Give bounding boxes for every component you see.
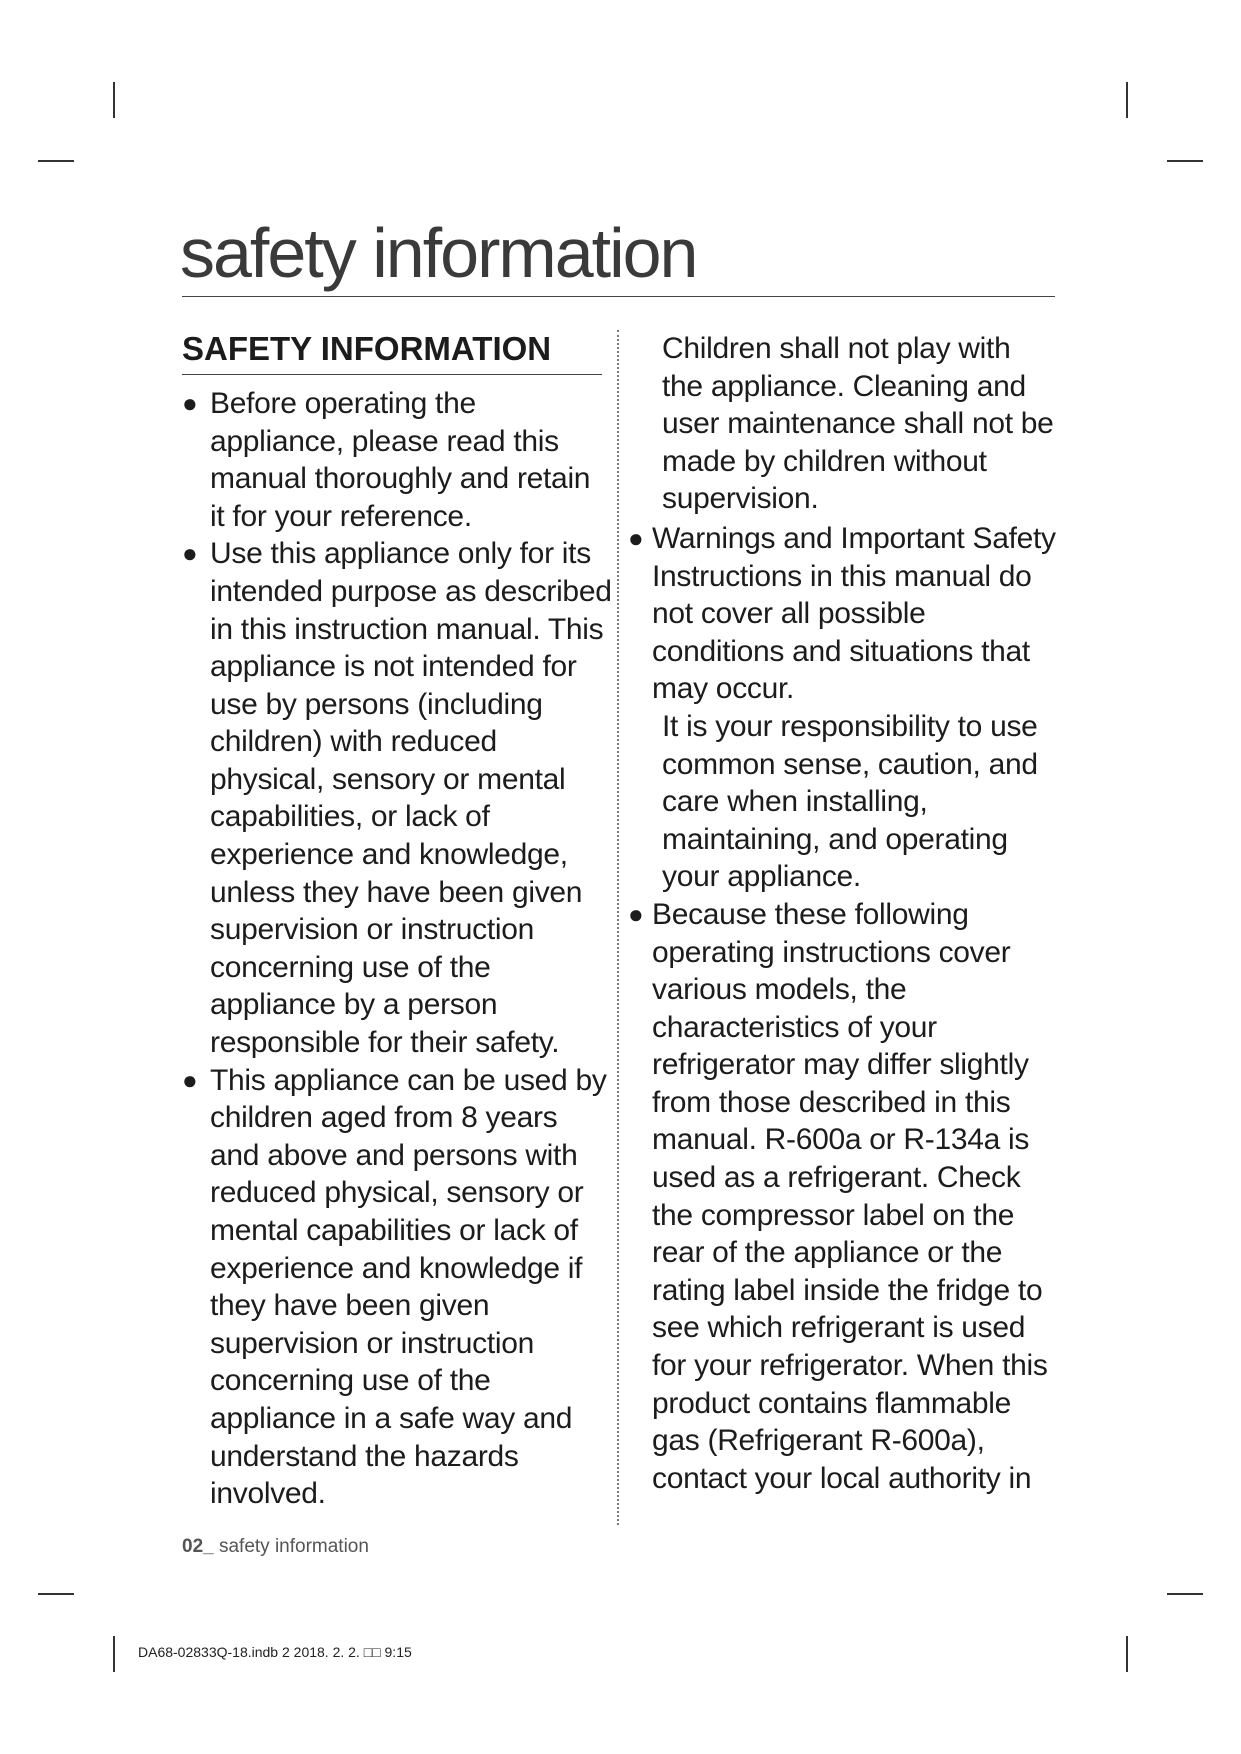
crop-mark	[113, 1636, 115, 1672]
right-column	[628, 322, 1058, 1497]
list-item	[182, 535, 612, 1061]
list-item	[628, 896, 1058, 1498]
crop-mark	[1167, 160, 1203, 162]
bullet-icon: ●	[182, 538, 198, 569]
page-number: 02_	[182, 1536, 214, 1557]
column-divider	[617, 330, 619, 1525]
page-footer	[182, 1536, 369, 1558]
safety-list	[182, 385, 612, 1513]
list-item-text: Use this appliance only for its intended purpose as described in this instruction manual. This appliance is not intended for use by persons (including children) with reduced physical, sensory or mental capabilities, or lack of experience and knowledge, unless they have been given supervision or instruction concerning use of the appliance by a person responsible for their safety.	[210, 537, 612, 1060]
crop-mark	[113, 82, 115, 118]
continued-paragraph: Children shall not play with the appliance. Cleaning and user maintenance shall not be made by children without supervision.	[662, 332, 1054, 516]
section-heading: SAFETY INFORMATION	[182, 330, 602, 375]
list-item	[182, 1062, 612, 1513]
title-rule	[182, 296, 1055, 297]
list-item-text: Because these following operating instructions cover various models, the characteristics of your refrigerator may differ slightly from those described in this manual. R-600a or R-134a is used as a refrigerant. Check the compressor label on the rear of the appliance or the rating label inside the fridge to see which refrigerant is used for your refrigerator. When this product contains flammable gas (Refrigerant R-600a), contact your local authority in	[652, 897, 1048, 1495]
list-item-text: This appliance can be used by children aged from 8 years and above and persons with reduced physical, sensory or mental capabilities or lack of experience and knowledge if they have been given supervision or instruction concerning use of the appliance in a safe way and understand the hazards involved.	[210, 1063, 607, 1511]
list-item	[628, 520, 1058, 896]
safety-list	[628, 520, 1058, 1497]
left-column	[182, 322, 612, 1513]
crop-mark	[1126, 82, 1128, 118]
list-item-text: It is your responsibility to use common sense, caution, and care when installing, maintaining, and operating your appliance.	[662, 709, 1038, 894]
crop-mark	[1167, 1593, 1203, 1595]
page-title: safety information	[180, 214, 697, 292]
crop-mark	[1126, 1636, 1128, 1672]
bullet-icon: ●	[628, 898, 644, 929]
list-item-text: Before operating the appliance, please read this manual thoroughly and retain it for your reference.	[210, 386, 591, 533]
print-slug: DA68-02833Q-18.indb 2 2018. 2. 2. □□ 9:15	[138, 1644, 412, 1660]
bullet-icon: ●	[182, 387, 198, 418]
bullet-icon: ●	[182, 1064, 198, 1095]
list-item-text: Warnings and Important Safety Instructions in this manual do not cover all possible conditions and situations that may occur.	[652, 521, 1056, 706]
crop-mark	[38, 160, 74, 162]
crop-mark	[38, 1593, 74, 1595]
bullet-icon: ●	[628, 522, 644, 553]
list-item	[182, 385, 612, 535]
footer-label: safety information	[218, 1536, 369, 1557]
